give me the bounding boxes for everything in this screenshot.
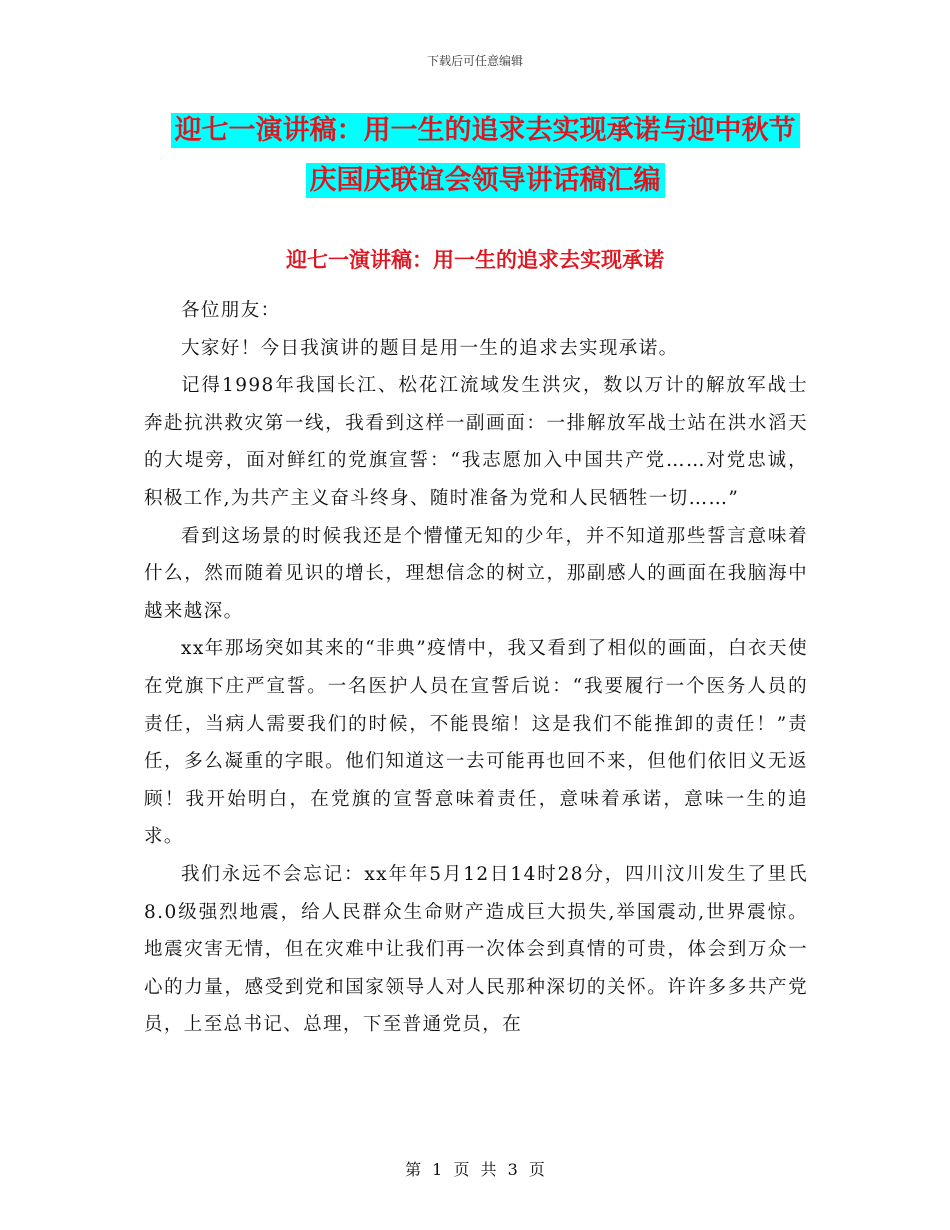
paragraph: xx年那场突如其来的“非典”疫情中，我又看到了相似的画面，白衣天使在党旗下庄严宣誓。一名医护人员在宣誓后说：“我要履行一个医务人员的责任，当病人需要我们的时候，不能畏缩！这是我们不能推卸的责任！”责任，多么凝重的字眼。他们知道这一去可能再也回不来，但他们依旧义无返顾！我开始明白，在党旗的宣誓意味着责任，意味着承诺，意味一生的追求。 (144, 638, 808, 848)
paragraph: 看到这场景的时候我还是个懵懂无知的少年，并不知道那些誓言意味着什么，然而随着见识的增长，理想信念的树立，那副感人的画面在我脑海中越来越深。 (144, 525, 808, 622)
title-line-2: 庆国庆联谊会领导讲话稿汇编 (306, 163, 665, 198)
document-body (144, 292, 808, 1044)
paragraph-greeting: 各位朋友： (181, 300, 281, 321)
page-number-footer: 第 1 页 共 3 页 (405, 1160, 545, 1179)
paragraph: 我们永远不会忘记：xx年年5月12日14时28分，四川汶川发生了里氏8.0级强烈地震，给人民群众生命财产造成巨大损失,举国震动,世界震惊。地震灾害无情，但在灾难中让我们再一次体会到真情的可贵，体会到万众一心的力量，感受到党和国家领导人对人民那种深切的关怀。许许多多共产党员，上至总书记、总理，下至普通党员，在 (144, 863, 808, 1036)
document-title (145, 106, 825, 206)
title-line-1: 迎七一演讲稿：用一生的追求去实现承诺与迎中秋节 (171, 113, 800, 148)
paragraph: 记得1998年我国长江、松花江流域发生洪灾，数以万计的解放军战士奔赴抗洪救灾第一线，我看到这样一副画面：一排解放军战士站在洪水滔天的大堤旁，面对鲜红的党旗宣誓：“我志愿加入中国共产党……对党忠诚，积极工作,为共产主义奋斗终身、随时准备为党和人民牺牲一切……” (144, 375, 808, 509)
header-note: 下载后可任意编辑 (426, 54, 523, 68)
paragraph: 大家好！今日我演讲的题目是用一生的追求去实现承诺。 (181, 337, 679, 359)
speech-subtitle: 迎七一演讲稿：用一生的追求去实现承诺 (286, 248, 664, 272)
